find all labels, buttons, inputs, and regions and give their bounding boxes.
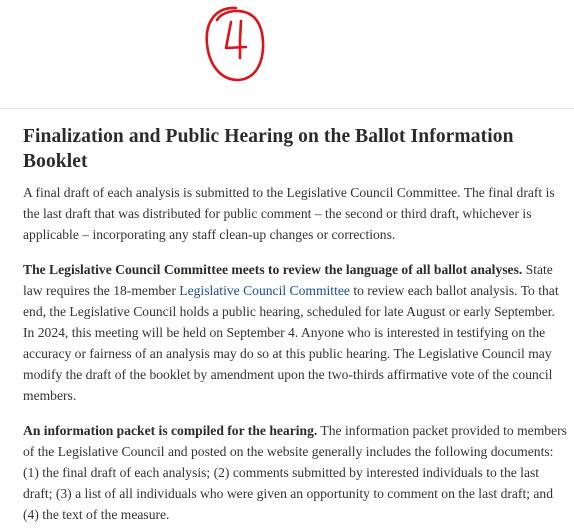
paragraph-lead-packet: An information packet is compiled for the hearing. [23, 423, 318, 438]
article-content [23, 124, 568, 528]
paragraph-lead-committee: The Legislative Council Committee meets to review the language of all ballot analyses. [23, 262, 523, 277]
paragraph-text-after-link: to review each ballot analysis. To that end, the Legislative Council holds a public hearing, scheduled for late August or early September. In 2024, this meeting will be held on September 4. Anyone who is interested in testifying on the accuracy or fairness of an analysis may do so at this public hearing. The Legislative Council may modify the draft of the booklet by amendment upon the two-thirds affirmative vote of the council members. [23, 283, 559, 403]
legislative-council-committee-link[interactable]: Legislative Council Committee [179, 283, 350, 298]
handwritten-circled-number [196, 2, 276, 86]
paragraph-information-packet [23, 420, 568, 525]
paragraph-text-packet: The information packet provided to members of the Legislative Council and posted on the website generally includes the following documents: (1) the final draft of each analysis; (2) comments submitted by interested individuals to the last draft; (3) a list of all individuals who were given an opportunity to comment on the last draft; and (4) the text of the measure. [23, 423, 567, 522]
paragraph-final-draft: A final draft of each analysis is submitted to the Legislative Council Committee. The final draft is the last draft that was distributed for public comment – the second or third draft, whichever is applicable – incorporating any staff clean-up changes or corrections. [23, 185, 555, 242]
section-divider [0, 108, 574, 109]
paragraph-text-before-link: State law requires the 18-member [23, 262, 553, 298]
paragraph-committee-meeting [23, 259, 568, 406]
handwritten-annotation-area [0, 0, 574, 108]
section-heading: Finalization and Public Hearing on the Ballot Information Booklet [23, 126, 514, 172]
